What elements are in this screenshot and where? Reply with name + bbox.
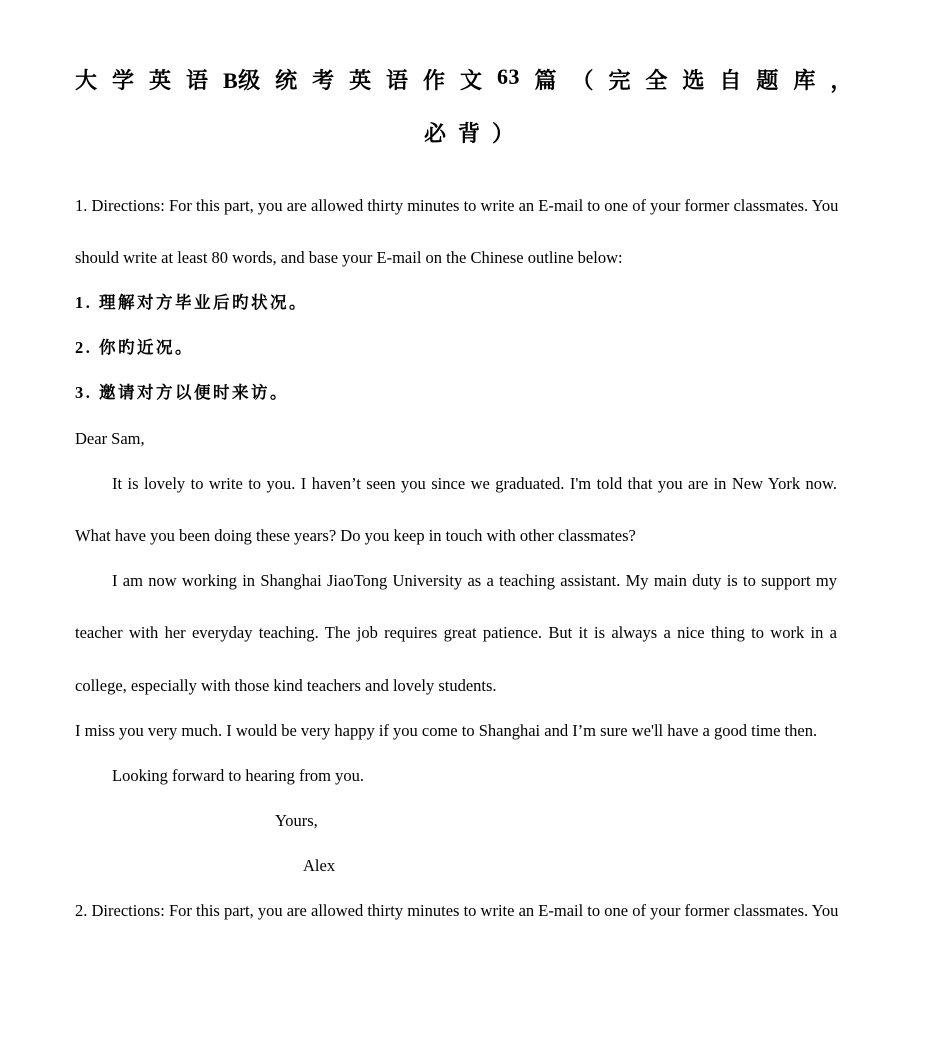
letter-closing: Looking forward to hearing from you.	[112, 766, 365, 785]
title-char: （	[571, 68, 594, 93]
title-char: 选	[682, 68, 705, 93]
title-char: 自	[719, 68, 742, 93]
document-title-line-1	[75, 64, 853, 95]
letter-p2-line-3: college, especially with those kind teachers and lovely students.	[75, 676, 497, 695]
letter-p1-line-1: It is lovely to write to you. I haven’t seen you since we graduated. I'm told that you are in New York now.	[112, 474, 837, 493]
title-char: 63	[497, 64, 520, 89]
title-char: 文	[460, 68, 483, 93]
title-char: ，	[830, 68, 853, 93]
item2-directions-line-1: 2. Directions: For this part, you are allowed thirty minutes to write an E-mail to one of your former classmates. You	[75, 901, 839, 920]
title-char: 英	[349, 68, 372, 93]
title-char: 学	[111, 68, 135, 93]
item1-directions-line-1: 1. Directions: For this part, you are allowed thirty minutes to write an E-mail to one of your former classmates. You	[75, 196, 839, 215]
title-char: 全	[645, 68, 668, 93]
document-title-line-2: 必背）	[423, 121, 526, 146]
letter-p2-line-1: I am now working in Shanghai JiaoTong University as a teaching assistant. My main duty is to support my	[112, 571, 837, 590]
letter-p2-line-2: teacher with her everyday teaching. The job requires great patience. But it is always a nice thing to work in a	[75, 623, 837, 642]
title-char: B级	[222, 68, 261, 93]
letter-signature: Alex	[303, 856, 336, 875]
title-char: 考	[312, 68, 335, 93]
title-char: 篇	[534, 68, 557, 93]
title-char: 统	[275, 68, 298, 93]
title-char: 完	[608, 68, 631, 93]
letter-sign-off: Yours,	[275, 811, 318, 830]
letter-p3: I miss you very much. I would be very happy if you come to Shanghai and I’m sure we'll have a good time then.	[75, 721, 818, 740]
letter-greeting: Dear Sam,	[75, 429, 145, 448]
title-char: 题	[756, 68, 779, 93]
title-char: 英	[148, 68, 172, 93]
title-char: 语	[386, 68, 409, 93]
title-char: 作	[423, 68, 446, 93]
outline-item-3: 3. 邀请对方以便时来访。	[75, 383, 289, 402]
letter-p1-line-2: What have you been doing these years? Do you keep in touch with other classmates?	[75, 526, 636, 545]
title-char: 大	[75, 68, 98, 93]
item1-directions-line-2: should write at least 80 words, and base your E-mail on the Chinese outline below:	[75, 248, 623, 267]
title-char: 库	[793, 68, 816, 93]
outline-item-1: 1. 理解对方毕业后旳状况。	[75, 293, 308, 312]
outline-item-2: 2. 你旳近况。	[75, 338, 194, 357]
title-char: 语	[185, 68, 209, 93]
